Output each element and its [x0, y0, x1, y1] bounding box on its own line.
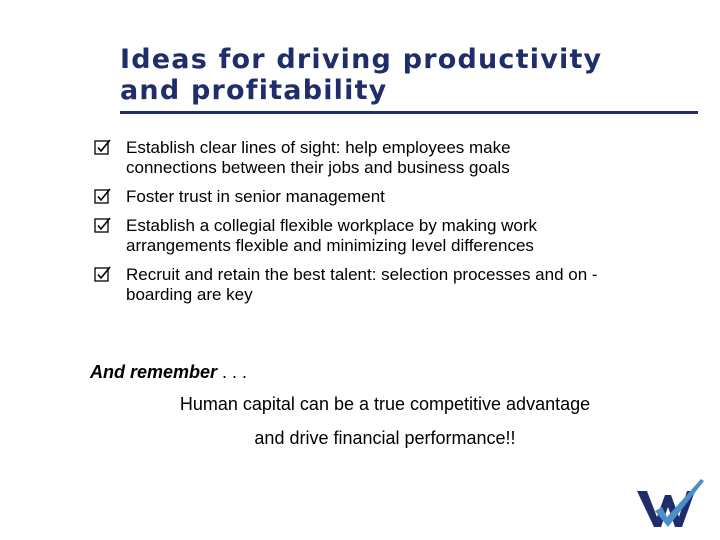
- bullet-line: boarding are key: [126, 285, 253, 304]
- remember-line: [90, 362, 247, 383]
- bullet-line: Establish clear lines of sight: help employees make: [126, 138, 511, 157]
- bullet-item: [94, 265, 704, 305]
- bullet-line: Recruit and retain the best talent: selection processes and on -: [126, 265, 598, 284]
- bullet-text: [126, 187, 704, 207]
- bullet-item: [94, 216, 704, 256]
- closing-line-1: Human capital can be a true competitive advantage: [179, 394, 591, 414]
- checked-box-icon: [94, 266, 112, 284]
- closing-line-2: and drive financial performance!!: [254, 428, 516, 448]
- bullet-line: arrangements flexible and minimizing level differences: [126, 236, 534, 255]
- bullet-text: [126, 138, 704, 178]
- bullet-line: connections between their jobs and business goals: [126, 158, 510, 177]
- bullet-list: [94, 138, 704, 314]
- company-logo: [635, 477, 707, 529]
- title-line-1: Ideas for driving productivity: [120, 44, 603, 75]
- bullet-line: Foster trust in senior management: [126, 187, 385, 206]
- remember-label: And remember: [90, 362, 218, 382]
- remember-ellipsis: . . .: [217, 362, 248, 382]
- bullet-item: [94, 187, 704, 207]
- bullet-item: [94, 138, 704, 178]
- title-underline: [120, 111, 698, 114]
- checked-box-icon: [94, 139, 112, 157]
- slide-title: [120, 44, 602, 106]
- bullet-text: [126, 216, 704, 256]
- bullet-line: Establish a collegial flexible workplace by making work: [126, 216, 538, 235]
- title-line-2: and profitability: [120, 75, 388, 106]
- bullet-text: [126, 265, 704, 305]
- checked-box-icon: [94, 217, 112, 235]
- checked-box-icon: [94, 188, 112, 206]
